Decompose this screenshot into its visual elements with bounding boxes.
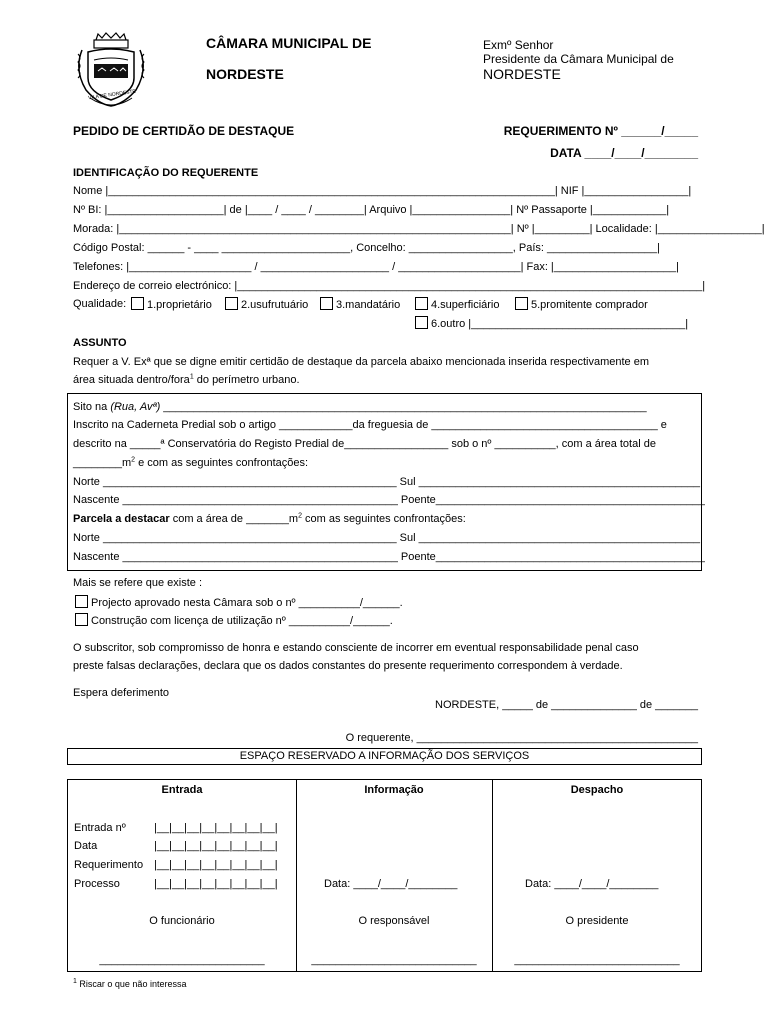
espera-deferimento: Espera deferimento <box>73 687 169 699</box>
requerimento-row-boxes[interactable]: |__|__|__|__|__|__|__|__| <box>154 859 278 871</box>
assunto-line1: Requer a V. Exª que se digne emitir certidão de destaque da parcela abaixo mencionada inserida respectivamente em <box>73 356 650 368</box>
data-row-label: Data <box>74 840 98 852</box>
municipal-seal-icon <box>68 30 154 110</box>
qualidade-label: Qualidade: <box>73 298 127 310</box>
field-norte-sul[interactable]: Norte ________________________________________________ Sul ______________________________________________ <box>73 476 701 488</box>
footnote-mark: 1 <box>73 978 77 985</box>
assunto-line2: área situada dentro/fora$^1$ do perímetro urbano. <box>73 373 300 386</box>
checkbox-projecto-aprovado[interactable] <box>75 595 88 608</box>
field-nome-nif[interactable]: Nome |_________________________________________________________________________| NIF |_________________| <box>73 185 692 197</box>
field-norte-sul-2[interactable]: Norte ________________________________________________ Sul ______________________________________________ <box>73 532 701 544</box>
field-codigo-postal-concelho-pais[interactable]: Código Postal: ______ - ____ _____________________, Concelho: _________________, País: __________________| <box>73 242 660 254</box>
requerente-assinatura[interactable]: O requerente, ______________________________________________ <box>345 732 698 744</box>
processo-row-boxes[interactable]: |__|__|__|__|__|__|__|__| <box>154 878 278 890</box>
addressee-line2: Presidente da Câmara Municipal de <box>483 52 674 66</box>
qualidade-option-6[interactable]: 6.outro |___________________________________| <box>415 316 688 331</box>
field-nascente-poente-2[interactable]: Nascente _____________________________________________ Poente____________________________________________ <box>73 551 705 563</box>
processo-row-label: Processo <box>74 878 120 890</box>
field-telefones-fax[interactable]: Telefones: |____________________ / _____________________ / ____________________| Fax: |____________________| <box>73 261 680 273</box>
field-nascente-poente[interactable]: Nascente _____________________________________________ Poente____________________________________________ <box>73 494 705 506</box>
addressee-line3: NORDESTE <box>483 66 561 82</box>
seal-text: VILA DE NORDESTE <box>87 88 137 102</box>
checkbox-construcao-licenca[interactable] <box>75 613 88 626</box>
council-name-line2: NORDESTE <box>206 66 284 82</box>
signer-funcionario: O funcionário <box>149 915 215 927</box>
section-heading-assunto: ASSUNTO <box>73 337 127 349</box>
addressee-line1: Exmº Senhor <box>483 38 554 52</box>
column-header-despacho: Despacho <box>570 784 624 796</box>
qualidade-option-1[interactable]: 1.proprietário <box>131 297 212 312</box>
column-divider-1 <box>296 780 297 971</box>
qualidade-option-4[interactable]: 4.superficiário <box>415 297 499 312</box>
checkbox-proprietario[interactable] <box>131 297 144 310</box>
signer-presidente: O presidente <box>565 915 629 927</box>
section-heading-identificacao: IDENTIFICAÇÃO DO REQUERENTE <box>73 167 259 179</box>
requerimento-number[interactable]: REQUERIMENTO Nº ______/_____ <box>503 124 698 138</box>
signer-responsavel: O responsável <box>358 915 430 927</box>
despacho-data[interactable]: Data: ____/____/________ <box>525 878 659 890</box>
qualidade-row <box>73 297 126 311</box>
field-parcela-destacar[interactable]: Parcela a destacar com a área de $\_\_\_\_\_\_\_m^2$ com as seguintes confrontações: <box>73 512 466 525</box>
request-date[interactable]: DATA ____/____/________ <box>550 146 698 160</box>
column-header-informacao: Informação <box>364 784 424 796</box>
qualidade-option-2[interactable]: 2.usufrutuário <box>225 297 308 312</box>
field-bi-arquivo-passaporte[interactable]: Nº BI: |___________________| de |____ / ____ / ________| Arquivo |________________| Nº Passaporte |____________| <box>73 204 670 216</box>
checkbox-usufrutuario[interactable] <box>225 297 238 310</box>
signature-line-responsavel[interactable]: ___________________________ <box>311 954 477 966</box>
existe-option-projecto[interactable]: Projecto aprovado nesta Câmara sob o nº __________/______. <box>75 595 403 610</box>
signature-line-presidente[interactable]: ___________________________ <box>514 954 680 966</box>
field-descrito[interactable]: descrito na _____ª Conservatória do Registo Predial de_________________ sob o nº __________, com a área total de <box>73 438 656 450</box>
qualidade-option-3[interactable]: 3.mandatário <box>320 297 400 312</box>
field-email[interactable]: Endereço de correio electrónico: |____________________________________________________________________________| <box>73 280 706 292</box>
column-header-entrada: Entrada <box>161 784 203 796</box>
servicos-banner: ESPAÇO RESERVADO A INFORMAÇÃO DOS SERVIÇOS <box>67 748 702 765</box>
council-name-line1: CÂMARA MUNICIPAL DE <box>206 35 372 51</box>
form-title: PEDIDO DE CERTIDÃO DE DESTAQUE <box>73 124 295 138</box>
servicos-table <box>67 779 702 972</box>
checkbox-superficiario[interactable] <box>415 297 428 310</box>
field-inscrito[interactable]: Inscrito na Caderneta Predial sob o artigo ____________da freguesia de _____________________________________ e <box>73 419 667 431</box>
data-row-boxes[interactable]: |__|__|__|__|__|__|__|__| <box>154 840 278 852</box>
footnote-ref: 1 <box>189 373 194 381</box>
checkbox-mandatario[interactable] <box>320 297 333 310</box>
informacao-data[interactable]: Data: ____/____/________ <box>324 878 458 890</box>
declaracao-line2: preste falsas declarações, declara que os dados constantes do presente requerimento correspondem à verdade. <box>73 660 623 672</box>
footnote-text: Riscar o que não interessa <box>76 979 187 989</box>
qualidade-option-5[interactable]: 5.promitente comprador <box>515 297 648 312</box>
field-sito[interactable]: Sito na (Rua, Avª) _______________________________________________________________________________ <box>73 401 647 413</box>
checkbox-outro[interactable] <box>415 316 428 329</box>
existe-option-construcao[interactable]: Construção com licença de utilização nº __________/______. <box>75 613 393 628</box>
footnote <box>73 978 186 990</box>
entrada-row-boxes[interactable]: |__|__|__|__|__|__|__|__| <box>154 822 278 834</box>
entrada-row-label: Entrada nº <box>74 822 126 834</box>
local-data-assinatura[interactable]: NORDESTE, _____ de ______________ de _______ <box>435 699 698 711</box>
checkbox-promitente-comprador[interactable] <box>515 297 528 310</box>
field-area-total[interactable]: $\_\_\_\_\_\_\_\_m^2$ e com as seguintes confrontações: <box>73 456 309 469</box>
existe-label: Mais se refere que existe : <box>73 577 203 589</box>
column-divider-2 <box>492 780 493 971</box>
field-morada-localidade[interactable]: Morada: |________________________________________________________________| Nº |_________| Localidade: |_________________| <box>73 223 765 235</box>
declaracao-line1: O subscritor, sob compromisso de honra e estando consciente de incorrer em eventual responsabilidade penal caso <box>73 642 639 654</box>
requerimento-row-label: Requerimento <box>74 859 144 871</box>
signature-line-funcionario[interactable]: ___________________________ <box>99 954 265 966</box>
